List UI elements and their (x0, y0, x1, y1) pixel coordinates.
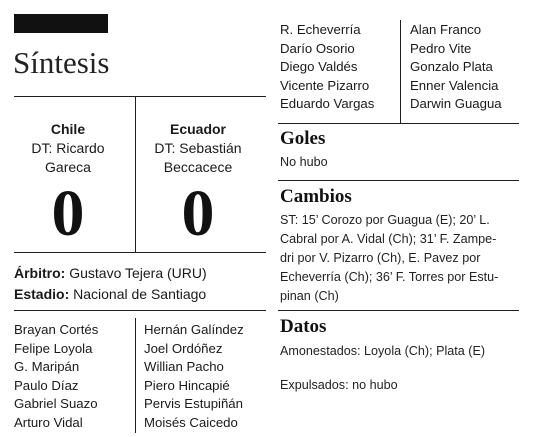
away-score: 0 (181, 177, 215, 250)
subs-text (280, 211, 498, 306)
list-item: G. Maripán (14, 359, 80, 374)
list-item: Joel Ordóñez (144, 340, 223, 356)
referee-label: Árbitro: (14, 265, 66, 281)
subs-heading: Cambios (280, 186, 352, 207)
subs-line: dri por V. Pizarro (Ch), E. Pavez por (280, 251, 481, 265)
divider (14, 310, 266, 311)
goals-heading: Goles (280, 128, 326, 149)
list-item: Piero Hincapié (144, 377, 230, 393)
home-coach: DT: Ricardo (31, 140, 105, 156)
list-item: Felipe Loyola (14, 340, 93, 356)
cautioned-text: Amonestados: Loyola (Ch); Plata (E) (280, 344, 486, 358)
list-item: Paulo Díaz (14, 377, 79, 393)
data-heading: Datos (280, 316, 327, 337)
home-score: 0 (51, 177, 85, 250)
divider (278, 180, 519, 181)
divider (278, 310, 519, 311)
stadium-label: Estadio: (14, 286, 70, 302)
list-item: Gonzalo Plata (410, 59, 493, 74)
subs-line: pinan (Ch) (280, 289, 339, 303)
divider (400, 20, 401, 123)
list-item: Gabriel Suazo (14, 396, 98, 411)
away-lineup-part1 (144, 321, 244, 432)
list-item: Eduardo Vargas (280, 96, 375, 111)
stadium-line (14, 284, 206, 304)
divider (135, 318, 136, 433)
referee-line (14, 263, 207, 283)
away-coach-surname: Beccacece (163, 159, 233, 175)
subs-line: Echeverría (Ch); 36’ F. Torres por Estu- (280, 270, 499, 284)
list-item: Hernán Galíndez (144, 322, 244, 337)
page-title: Síntesis (13, 45, 110, 80)
divider (135, 97, 136, 252)
away-lineup-part2 (410, 21, 502, 114)
divider (14, 96, 266, 97)
section-marker-bar (14, 14, 108, 33)
list-item: Diego Valdés (280, 59, 358, 74)
home-team-block (10, 120, 126, 250)
list-item: Darío Osorio (280, 40, 355, 56)
away-coach: DT: Sebastián (154, 140, 242, 156)
list-item: R. Echeverría (280, 22, 361, 37)
sent-off-text: Expulsados: no hubo (280, 378, 398, 392)
goals-text: No hubo (280, 155, 328, 169)
divider (278, 123, 519, 124)
home-lineup-part1 (14, 321, 98, 432)
list-item: Willian Pacho (144, 359, 224, 374)
away-team-block (140, 120, 256, 250)
divider (14, 252, 266, 253)
list-item: Vicente Pizarro (280, 77, 370, 93)
list-item: Pedro Vite (410, 40, 472, 56)
subs-line: Cabral por A. Vidal (Ch); 31’ F. Zampe- (280, 232, 497, 246)
away-team-name: Ecuador (169, 121, 226, 137)
stadium-value: Nacional de Santiago (73, 286, 207, 302)
subs-line: ST: 15’ Corozo por Guagua (E); 20’ L. (280, 213, 490, 227)
referee-value: Gustavo Tejera (URU) (69, 265, 207, 281)
home-coach-surname: Gareca (45, 159, 91, 175)
list-item: Enner Valencia (410, 77, 499, 93)
list-item: Brayan Cortés (14, 322, 99, 337)
list-item: Darwin Guagua (410, 96, 502, 111)
home-team-name: Chile (50, 121, 86, 137)
list-item: Arturo Vidal (14, 414, 83, 430)
home-lineup-part2 (280, 21, 374, 114)
list-item: Moisés Caicedo (144, 414, 238, 430)
list-item: Alan Franco (410, 22, 482, 37)
list-item: Pervis Estupiñán (144, 396, 243, 411)
